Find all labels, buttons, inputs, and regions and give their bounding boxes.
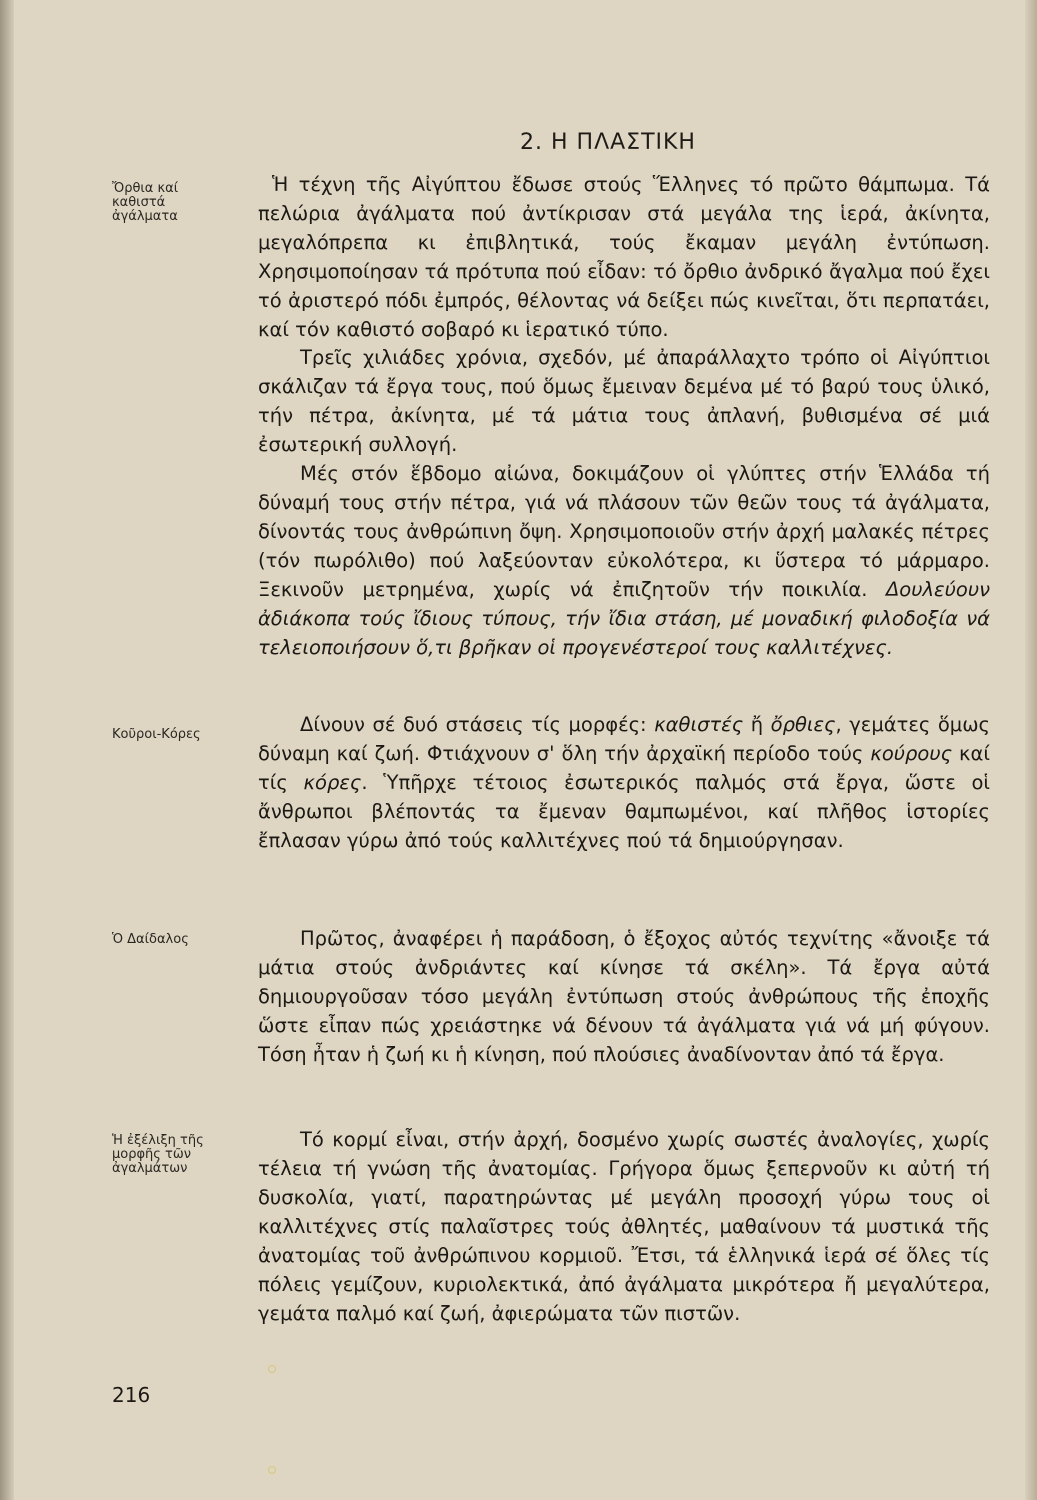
term-korai: κόρες — [303, 771, 362, 794]
page-edge — [1025, 0, 1037, 1500]
paragraph-text: . Ὑπῆρχε τέτοιος ἐσωτερικός παλμός στά ἔργα, ὥστε οἱ ἄνθρωποι βλέποντάς τα ἔμεναν θαμπωμένοι, καί πλῆθος ἱστορίες ἔπλασαν γύρω ἀπό τούς καλλιτέχνες πού τά δημιούργησαν. — [258, 771, 990, 852]
margin-note-daidalos: Ὁ Δαίδαλος — [112, 932, 189, 947]
margin-note-evolution-of-form: Ἡ ἐξέλιξη τῆς μορφῆς τῶν ἀγαλμάτων — [112, 1133, 204, 1176]
paragraph-anatomy: Τό κορμί εἶναι, στήν ἀρχή, δοσμένο χωρίς σωστές ἀναλογίες, χωρίς τέλεια τή γνώση τῆς ἀνατομίας. Γρήγορα ὅμως ξεπερνοῦν κι αὐτή τή δυσκολία, γιατί, παρατηρώντας μέ μεγάλη προσοχή γύρω τους οἱ καλλιτέχνες στίς παλαῖστρες τούς ἀθλητές, μαθαίνουν τά μυστικά τῆς ἀνατομίας τοῦ ἀνθρώπινου κορμιοῦ. Ἔτσι, τά ἑλληνικά ἱερά σέ ὅλες τίς πόλεις γεμίζουν, κυριολεκτικά, ἀπό ἀγάλματα μικρότερα ἤ μεγαλύτερα, γεμάτα παλμό καί ζωή, ἀφιερώματα τῶν πιστῶν. — [258, 1128, 990, 1325]
decorative-dot — [268, 1466, 276, 1474]
paragraph-egyptian-influence: Ἡ τέχνη τῆς Αἰγύπτου ἔδωσε στούς Ἕλληνες τό πρῶτο θάμπωμα. Τά πελώρια ἀγάλματα πού ἀντίκρισαν στά μεγάλα της ἱερά, ἀκίνητα, μεγαλόπρεπα κι ἐπιβλητικά, τούς ἔκαμαν μεγάλη ἐντύπωση. Χρησιμοποίησαν τά πρότυπα πού εἶδαν: τό ὄρθιο ἀνδρικό ἄγαλμα πού ἔχει τό ἀριστερό πόδι ἐμπρός, θέλοντας νά δείξει πώς κινεῖται, ὅτι περπατάει, καί τόν καθιστό σοβαρό κι ἱερατικό τύπο. — [258, 173, 990, 341]
paragraph-text: , γεμάτες ὅμως δύναμη καί ζωή. Φτιάχνουν σ' ὅλη τήν ἀρχαϊκή περίοδο τούς — [258, 713, 990, 765]
paragraph-daidalos: Πρῶτος, ἀναφέρει ἡ παράδοση, ὁ ἔξοχος αὐτός τεχνίτης «ἄνοιξε τά μάτια στούς ἀνδριάντες καί κίνησε τά σκέλη». Τά ἔργα αὐτά δημιουργοῦσαν τόσο μεγάλη ἐντύπωση στούς ἀνθρώπους τῆς ἐποχῆς ὥστε εἶπαν πώς χρειάστηκε νά δένουν τά ἀγάλματα γιά νά μή φύγουν. Τόση ἦταν ἡ ζωή κι ἡ κίνηση, πού πλούσιες ἀναδίνονταν ἀπό τά ἔργα. — [258, 927, 990, 1066]
margin-note-upright-seated-statues: Ὄρθια καί καθιστά ἀγάλματα — [112, 181, 179, 224]
paragraph-text: Μές στόν ἕβδομο αἰώνα, δοκιμάζουν οἱ γλύπτες στήν Ἑλλάδα τή δύναμή τους στήν πέτρα, γιά νά πλάσουν τῶν θεῶν τους τά ἀγάλματα, δίνοντάς τους ἀνθρώπινη ὄψη. Χρησιμοποιοῦν στήν ἀρχή μαλακές πέτρες (τόν πωρόλιθο) πού λαξεύονταν εὐκολότερα, κι ὕστερα τό μάρμαρο. Ξεκινοῦν μετρημένα, χωρίς νά ἐπιζητοῦν τήν ποικιλία. — [258, 462, 990, 601]
binding-shadow — [0, 0, 14, 1500]
decorative-dot — [268, 1365, 276, 1373]
paragraph-two-poses — [258, 710, 990, 855]
paragraph-text: Δίνουν σέ δυό στάσεις τίς μορφές: — [300, 713, 655, 736]
term-upright: ὄρθιες — [770, 713, 836, 736]
term-kouroi: κούρους — [870, 742, 953, 765]
margin-note-kouroi-korai: Κοῦροι-Κόρες — [112, 727, 201, 742]
section-title: 2. Η ΠΛΑΣΤΙΚΗ — [520, 130, 696, 155]
paragraph-italic-text: Δουλεύουν ἀδιάκοπα τούς ἴδιους τύπους, τήν ἴδια στάση, μέ μοναδική φιλοδοξία νά τελειοποιήσουν ὅ,τι βρῆκαν οἱ προγενέστεροί τους καλλιτέχνες. — [258, 578, 990, 659]
paragraph-text: καί τίς — [258, 742, 990, 794]
paragraph-greek-sculptors — [258, 459, 990, 662]
paragraph-text: ἤ — [743, 713, 771, 736]
paragraph-egyptian-sculpture: Τρεῖς χιλιάδες χρόνια, σχεδόν, μέ ἀπαράλλαχτο τρόπο οἱ Αἰγύπτιοι σκάλιζαν τά ἔργα τους, πού ὅμως ἔμειναν δεμένα μέ τό βαρύ τους ὑλικό, τήν πέτρα, ἀκίνητα, μέ τά μάτια τους ἀπλανή, βυθισμένα σέ μιά ἐσωτερική συλλογή. — [258, 346, 990, 456]
page-number: 216 — [112, 1383, 151, 1407]
term-seated: καθιστές — [654, 713, 744, 736]
